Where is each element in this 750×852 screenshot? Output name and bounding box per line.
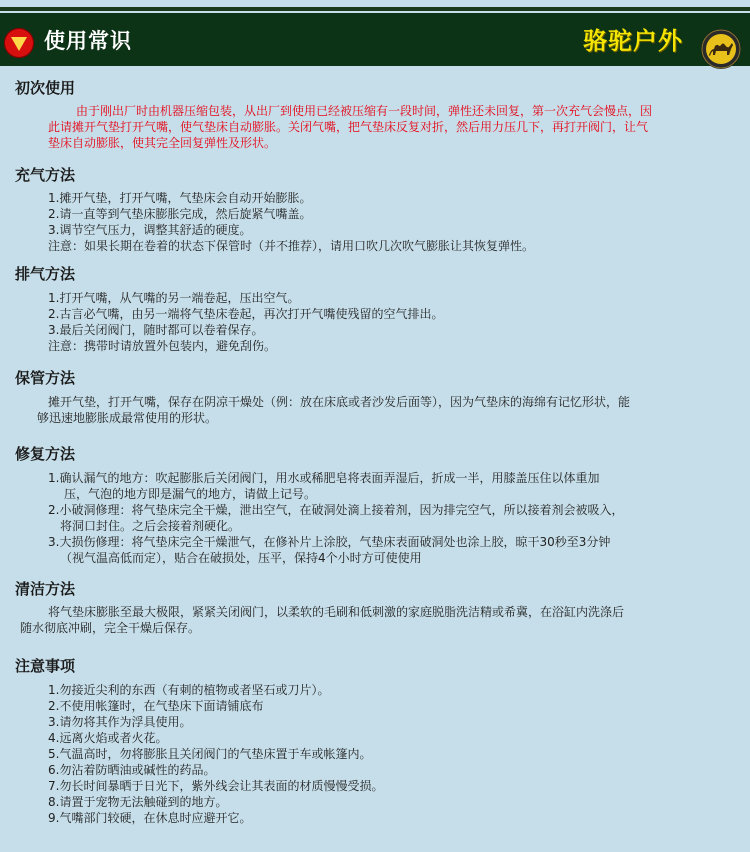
repair-line: 2.小破洞修理：将气垫床完全干燥，泄出空气，在破洞处滴上接着剂，因为排完空气，所以接着剂会被吸入， <box>48 503 624 517</box>
repair-line: 将洞口封住。之后会接着剂硬化。 <box>60 519 241 533</box>
section-title-repair: 修复方法 <box>15 445 76 463</box>
camel-logo-icon <box>701 29 741 69</box>
section-title-first-use: 初次使用 <box>15 79 76 97</box>
cleaning-line: 将气垫床膨胀至最大极限，紧紧关闭阀门，以柔软的毛刷和低刺激的家庭脱脂洗洁精或希冀，在浴缸内洗涤后 <box>48 605 625 619</box>
storage-line: 够迅速地膨胀成最常使用的形状。 <box>37 411 218 425</box>
first-use-line: 垫床自动膨胀，使其完全回复弹性及形状。 <box>48 136 277 150</box>
repair-line: 压，气泡的地方即是漏气的地方，请做上记号。 <box>64 487 317 501</box>
notes-line: 5.气温高时，勿将膨胀且关闭阀门的气垫床置于车或帐篷内。 <box>48 747 372 761</box>
storage-line: 摊开气垫，打开气嘴，保存在阴凉干燥处（例：放在床底或者沙发后面等），因为气垫床的海绵有记忆形状，能 <box>48 395 631 409</box>
top-rule <box>0 7 750 11</box>
inflate-line: 注意：如果长期在卷着的状态下保管时（并不推荐），请用口吹几次吹气膨胀让其恢复弹性。 <box>48 239 535 253</box>
deflate-line: 2.古言必气嘴，由另一端将气垫床卷起，再次打开气嘴使残留的空气排出。 <box>48 307 444 321</box>
notes-line: 1.勿接近尖利的东西（有刺的植物或者坚石或刀片）。 <box>48 683 330 697</box>
repair-line: （视气温高低而定），贴合在破损处，压平，保持4个小时方可使使用 <box>60 551 422 565</box>
repair-line: 3.大损伤修理：将气垫床完全干燥泄气，在修补片上涂胶，气垫床表面破洞处也涂上胶，晾干30秒至3分钟 <box>48 535 611 549</box>
cleaning-line: 随水彻底冲刷，完全干燥后保存。 <box>20 621 201 635</box>
section-title-inflate: 充气方法 <box>15 166 76 184</box>
deflate-line: 注意：携带时请放置外包装内，避免刮伤。 <box>48 339 277 353</box>
deflate-line: 3.最后关闭阀门，随时都可以卷着保存。 <box>48 323 264 337</box>
first-use-line: 此请摊开气垫打开气嘴，使气垫床自动膨胀。关闭气嘴，把气垫床反复对折，然后用力压几下，再打开阀门，让气 <box>48 120 649 134</box>
inflate-line: 2.请一直等到气垫床膨胀完成，然后旋紧气嘴盖。 <box>48 207 312 221</box>
header-title: 使用常识 <box>44 29 132 53</box>
inflate-line: 1.摊开气垫，打开气嘴，气垫床会自动开始膨胀。 <box>48 191 312 205</box>
brand-name: 骆驼户外 <box>583 27 683 55</box>
section-title-storage: 保管方法 <box>15 369 76 387</box>
first-use-line: 由于刚出厂时由机器压缩包装，从出厂到使用已经被压缩有一段时间，弹性还未回复，第一次充气会慢点，因 <box>76 104 653 118</box>
inflate-line: 3.调节空气压力，调整其舒适的硬度。 <box>48 223 252 237</box>
notes-line: 4.远离火焰或者火花。 <box>48 731 168 745</box>
notes-line: 6.勿沾着防晒油或碱性的药品。 <box>48 763 216 777</box>
top-band <box>0 0 750 7</box>
notes-line: 7.勿长时间暴晒于日光下，紫外线会让其表面的材质慢慢受损。 <box>48 779 384 793</box>
notes-line: 2.不使用帐篷时，在气垫床下面请铺底布 <box>48 699 264 713</box>
notes-line: 8.请置于宠物无法触碰到的地方。 <box>48 795 228 809</box>
notes-line: 3.请勿将其作为浮具使用。 <box>48 715 192 729</box>
down-triangle-icon <box>4 28 34 58</box>
section-title-deflate: 排气方法 <box>15 265 76 283</box>
notes-line: 9.气嘴部门较硬，在休息时应避开它。 <box>48 811 252 825</box>
deflate-line: 1.打开气嘴，从气嘴的另一端卷起，压出空气。 <box>48 291 300 305</box>
section-title-cleaning: 清洁方法 <box>15 580 76 598</box>
repair-line: 1.确认漏气的地方：吹起膨胀后关闭阀门，用水或稀肥皂将表面弄湿后，折成一半，用膝盖压住以体重加 <box>48 471 600 485</box>
section-title-notes: 注意事项 <box>15 657 76 675</box>
header-banner <box>0 13 750 66</box>
